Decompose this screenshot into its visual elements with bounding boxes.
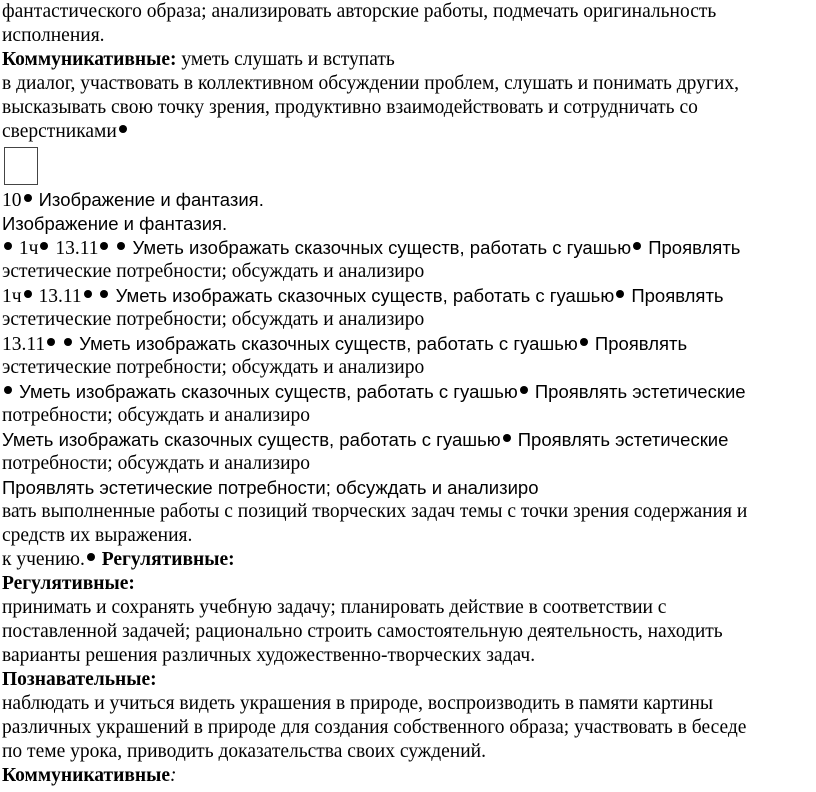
text: Проявлять эстетические потребности; обсуждать и анализиро — [2, 477, 539, 498]
text: Проявлять эстетические — [512, 429, 729, 450]
text-line — [2, 308, 812, 332]
bullet-icon — [40, 242, 48, 250]
text-line — [2, 260, 812, 284]
heading-regulative: Регулятивные: — [96, 549, 235, 570]
bullet-icon — [503, 434, 511, 442]
text: высказывать свою точку зрения, продуктивно взаимодействовать и сотрудничать со — [2, 97, 698, 118]
text: 13.11 — [33, 286, 82, 307]
text: Изображение и фантазия. — [33, 189, 264, 210]
text: Уметь изображать сказочных существ, работать с гуашью — [74, 333, 578, 354]
text: вать выполненные работы с позиций творческих задач темы с точки зрения содержания и — [2, 501, 748, 522]
text: наблюдать и учиться видеть украшения в природе, воспроизводить в памяти картины — [2, 693, 713, 714]
text: 1ч — [2, 286, 22, 307]
text-line — [2, 524, 812, 548]
text: фантастического образа; анализировать авторские работы, подмечать оригинальность — [2, 1, 717, 22]
text-line — [2, 72, 812, 96]
text-line — [2, 764, 812, 788]
text: 13.11 — [50, 238, 99, 259]
text: уметь слушать и вступать — [176, 49, 395, 70]
text: Уметь изображать сказочных существ, работать с гуашью — [14, 381, 518, 402]
text-line — [2, 668, 812, 692]
bullet-icon — [84, 290, 92, 298]
text: принимать и сохранять учебную задачу; планировать действие в соответствии с — [2, 597, 667, 618]
text-line — [2, 620, 812, 644]
text: Уметь изображать сказочных существ, работать с гуашью — [127, 237, 632, 258]
text: сверстниками — [2, 121, 117, 142]
bullet-icon — [4, 242, 12, 250]
text: эстетические потребности; обсуждать и анализиро — [2, 357, 425, 378]
heading-cognitive: Познавательные: — [2, 669, 157, 690]
bullet-icon — [4, 386, 12, 394]
text: к учению. — [2, 549, 85, 570]
text: 13.11 — [2, 334, 46, 355]
text-line — [2, 48, 812, 72]
bullet-icon — [24, 194, 32, 202]
text: Изображение и фантазия. — [2, 213, 228, 234]
text: 1ч — [14, 238, 39, 259]
text-line — [2, 548, 812, 572]
text-line — [2, 0, 812, 24]
text-line — [2, 716, 812, 740]
text: Проявлять — [643, 237, 741, 258]
bullet-icon — [64, 338, 72, 346]
text-line — [2, 644, 812, 668]
text-line — [2, 120, 812, 144]
bullet-icon — [47, 338, 55, 346]
text-line — [2, 452, 812, 476]
empty-checkbox-frame — [4, 147, 38, 185]
text: поставленной задачей; рационально строить самостоятельную деятельность, находить — [2, 621, 723, 642]
text-line — [2, 404, 812, 428]
text: по теме урока, приводить доказательства своих суждений. — [2, 741, 486, 762]
text: эстетические потребности; обсуждать и анализиро — [2, 261, 425, 282]
text: в диалог, участвовать в коллективном обсуждении проблем, слушать и понимать других, — [2, 73, 739, 94]
heading-communicative: Коммуникативные: — [2, 49, 177, 70]
text-line — [2, 24, 812, 48]
text-line — [2, 96, 812, 120]
heading-communicative: Коммуникативные — [2, 765, 170, 786]
text: исполнения. — [2, 25, 105, 46]
text-line — [2, 692, 812, 716]
text: Проявлять — [589, 333, 688, 354]
text: различных украшений в природе для создания собственного образа; участвовать в беседе — [2, 717, 747, 738]
text-line — [2, 572, 812, 596]
text: Проявлять — [626, 285, 724, 306]
text-line — [2, 740, 812, 764]
text: потребности; обсуждать и анализиро — [2, 405, 311, 426]
text-line — [2, 476, 812, 500]
text-line — [2, 428, 812, 452]
text: варианты решения различных художественно-творческих задач. — [2, 645, 536, 666]
text-line — [2, 236, 812, 260]
text-line — [2, 284, 812, 308]
bullet-icon — [520, 386, 528, 394]
bullet-icon — [616, 290, 624, 298]
text: 10 — [2, 190, 22, 211]
text-line — [2, 596, 812, 620]
bullet-icon — [24, 290, 32, 298]
bullet-icon — [100, 290, 108, 298]
text: Проявлять эстетические — [529, 381, 746, 402]
text: Уметь изображать сказочных существ, работать с гуашью — [110, 285, 615, 306]
text-line — [2, 188, 812, 212]
text: : — [169, 765, 177, 786]
text-line — [2, 332, 812, 356]
bullet-icon — [580, 338, 588, 346]
text: средств их выражения. — [2, 525, 193, 546]
text-line — [2, 500, 812, 524]
text: потребности; обсуждать и анализиро — [2, 453, 311, 474]
bullet-icon — [100, 242, 108, 250]
text-line — [2, 380, 812, 404]
bullet-icon — [633, 242, 641, 250]
text-line — [2, 212, 812, 236]
text: эстетические потребности; обсуждать и анализиро — [2, 309, 425, 330]
bullet-icon — [117, 242, 125, 250]
bullet-icon — [87, 553, 95, 561]
text-line — [2, 356, 812, 380]
text: Уметь изображать сказочных существ, работать с гуашью — [2, 429, 501, 450]
bullet-icon — [119, 125, 127, 133]
heading-regulative: Регулятивные: — [2, 573, 135, 594]
